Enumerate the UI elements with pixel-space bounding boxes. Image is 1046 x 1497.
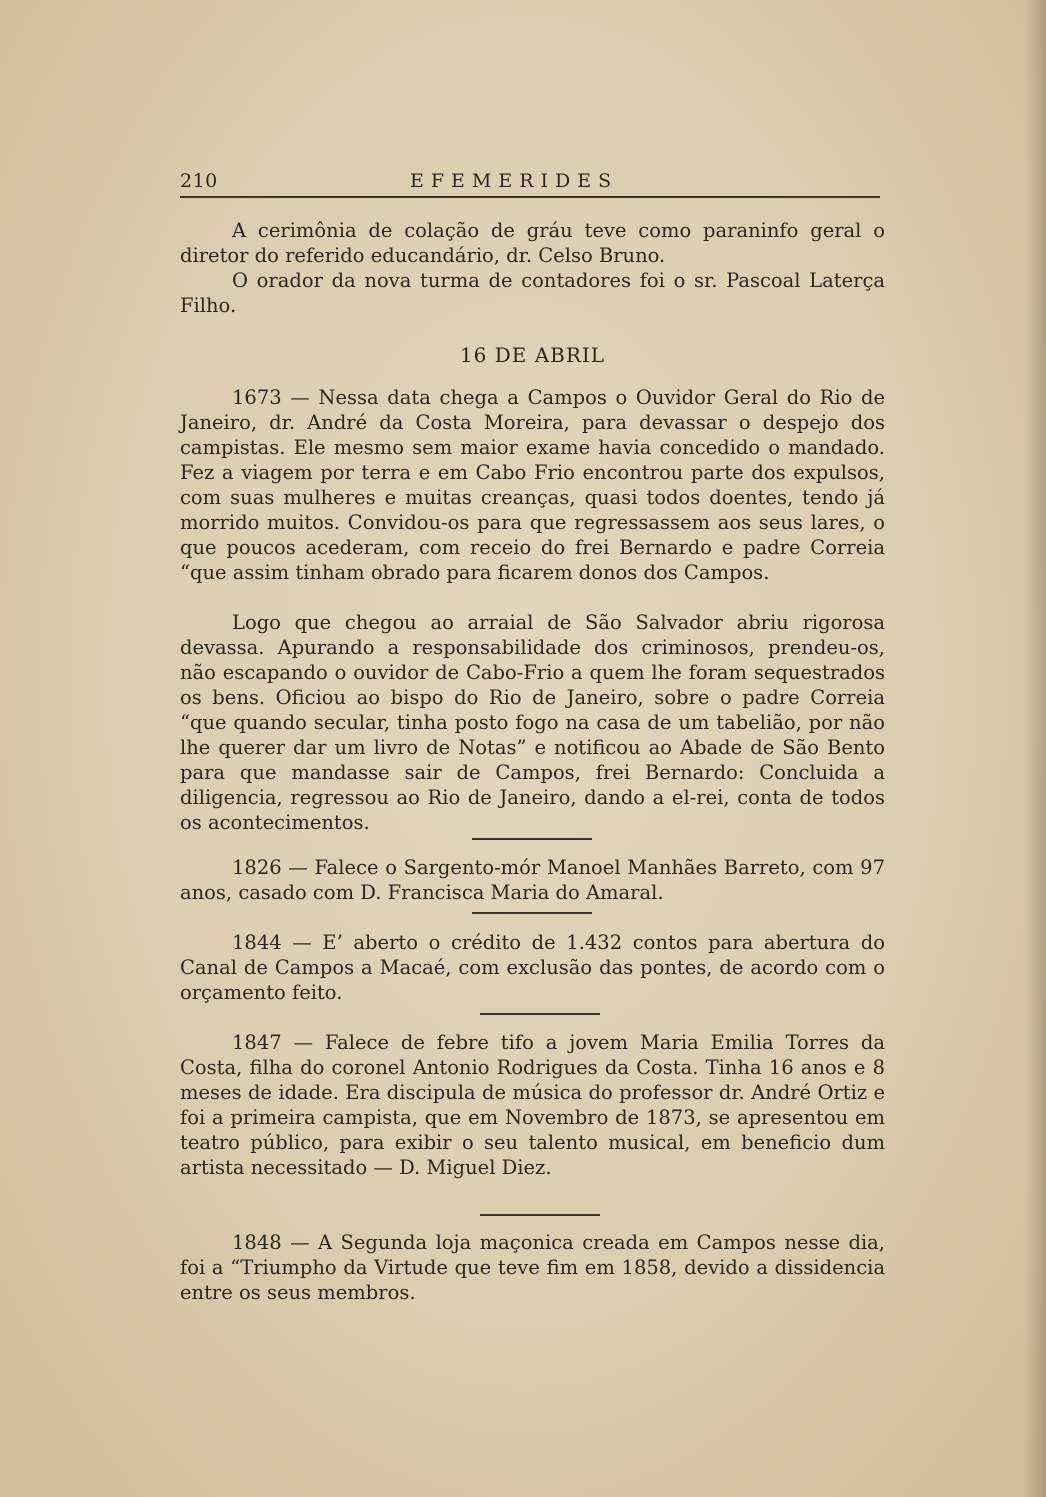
page-edge-shadow	[1024, 0, 1046, 1497]
entry-1844: 1844 — E’ aberto o crédito de 1.432 contos para abertura do Canal de Campos a Macaé, com exclusão das pontes, de acordo com o orçamento feito.	[180, 931, 885, 1004]
paragraph-ceremony: A cerimônia de colação de gráu teve como paraninfo geral o diretor do referido educandário, dr. Celso Bruno.	[180, 219, 885, 267]
entry-1673: 1673 — Nessa data chega a Campos o Ouvidor Geral do Rio de Janeiro, dr. André da Costa Moreira, para devassar o despejo dos campistas. Ele mesmo sem maior exame havia concedido o mandado. Fez a viagem por terra e em Cabo Frio encontrou parte dos expulsos, com suas mulheres e muitas creanças, quasi todos doentes, tendo já morrido muitos. Convidou-os para que regressassem aos seus lares, o que poucos acederam, com receio do frei Bernardo e padre Correia “que assim tinham obrado para ficarem donos dos Campos.	[180, 386, 885, 584]
separator-4	[480, 1214, 600, 1216]
page-number: 210	[180, 170, 218, 192]
separator-2	[472, 912, 592, 914]
header-rule	[180, 196, 880, 198]
section-heading-date: 16 DE ABRIL	[459, 343, 606, 367]
paragraph-orator: O orador da nova turma de contadores foi o sr. Pascoal Laterça Filho.	[180, 269, 885, 317]
separator-1	[472, 838, 592, 840]
running-title: EFEMERIDES	[410, 170, 619, 192]
entry-1848: 1848 — A Segunda loja maçonica creada em Campos nesse dia, foi a “Triumpho da Virtude que teve fim em 1858, devido a dissidencia entre os seus membros.	[180, 1231, 885, 1304]
entry-1673-continued: Logo que chegou ao arraial de São Salvador abriu rigorosa devassa. Apurando a responsabilidade dos criminosos, prendeu-os, não escapando o ouvidor de Cabo-Frio a quem lhe foram sequestrados os bens. Oficiou ao bispo do Rio de Janeiro, sobre o padre Correia “que quando secular, tinha posto fogo na casa de um tabelião, por não lhe querer dar um livro de Notas” e notificou ao Abade de São Bento para que mandasse sair de Campos, frei Bernardo: Concluida a diligencia, regressou ao Rio de Janeiro, dando a el-rei, conta de todos os acontecimentos.	[180, 611, 885, 834]
page-header	[180, 168, 880, 198]
separator-3	[480, 1013, 600, 1015]
entry-1826: 1826 — Falece o Sargento-mór Manoel Manhães Barreto, com 97 anos, casado com D. Francisca Maria do Amaral.	[180, 856, 885, 904]
entry-1847: 1847 — Falece de febre tifo a jovem Maria Emilia Torres da Costa, filha do coronel Antonio Rodrigues da Costa. Tinha 16 anos e 8 meses de idade. Era discipula de música do professor dr. André Ortiz e foi a primeira campista, que em Novembro de 1873, se apresentou em teatro público, para exibir o seu talento musical, em beneficio dum artista necessitado — D. Miguel Diez.	[180, 1031, 885, 1179]
